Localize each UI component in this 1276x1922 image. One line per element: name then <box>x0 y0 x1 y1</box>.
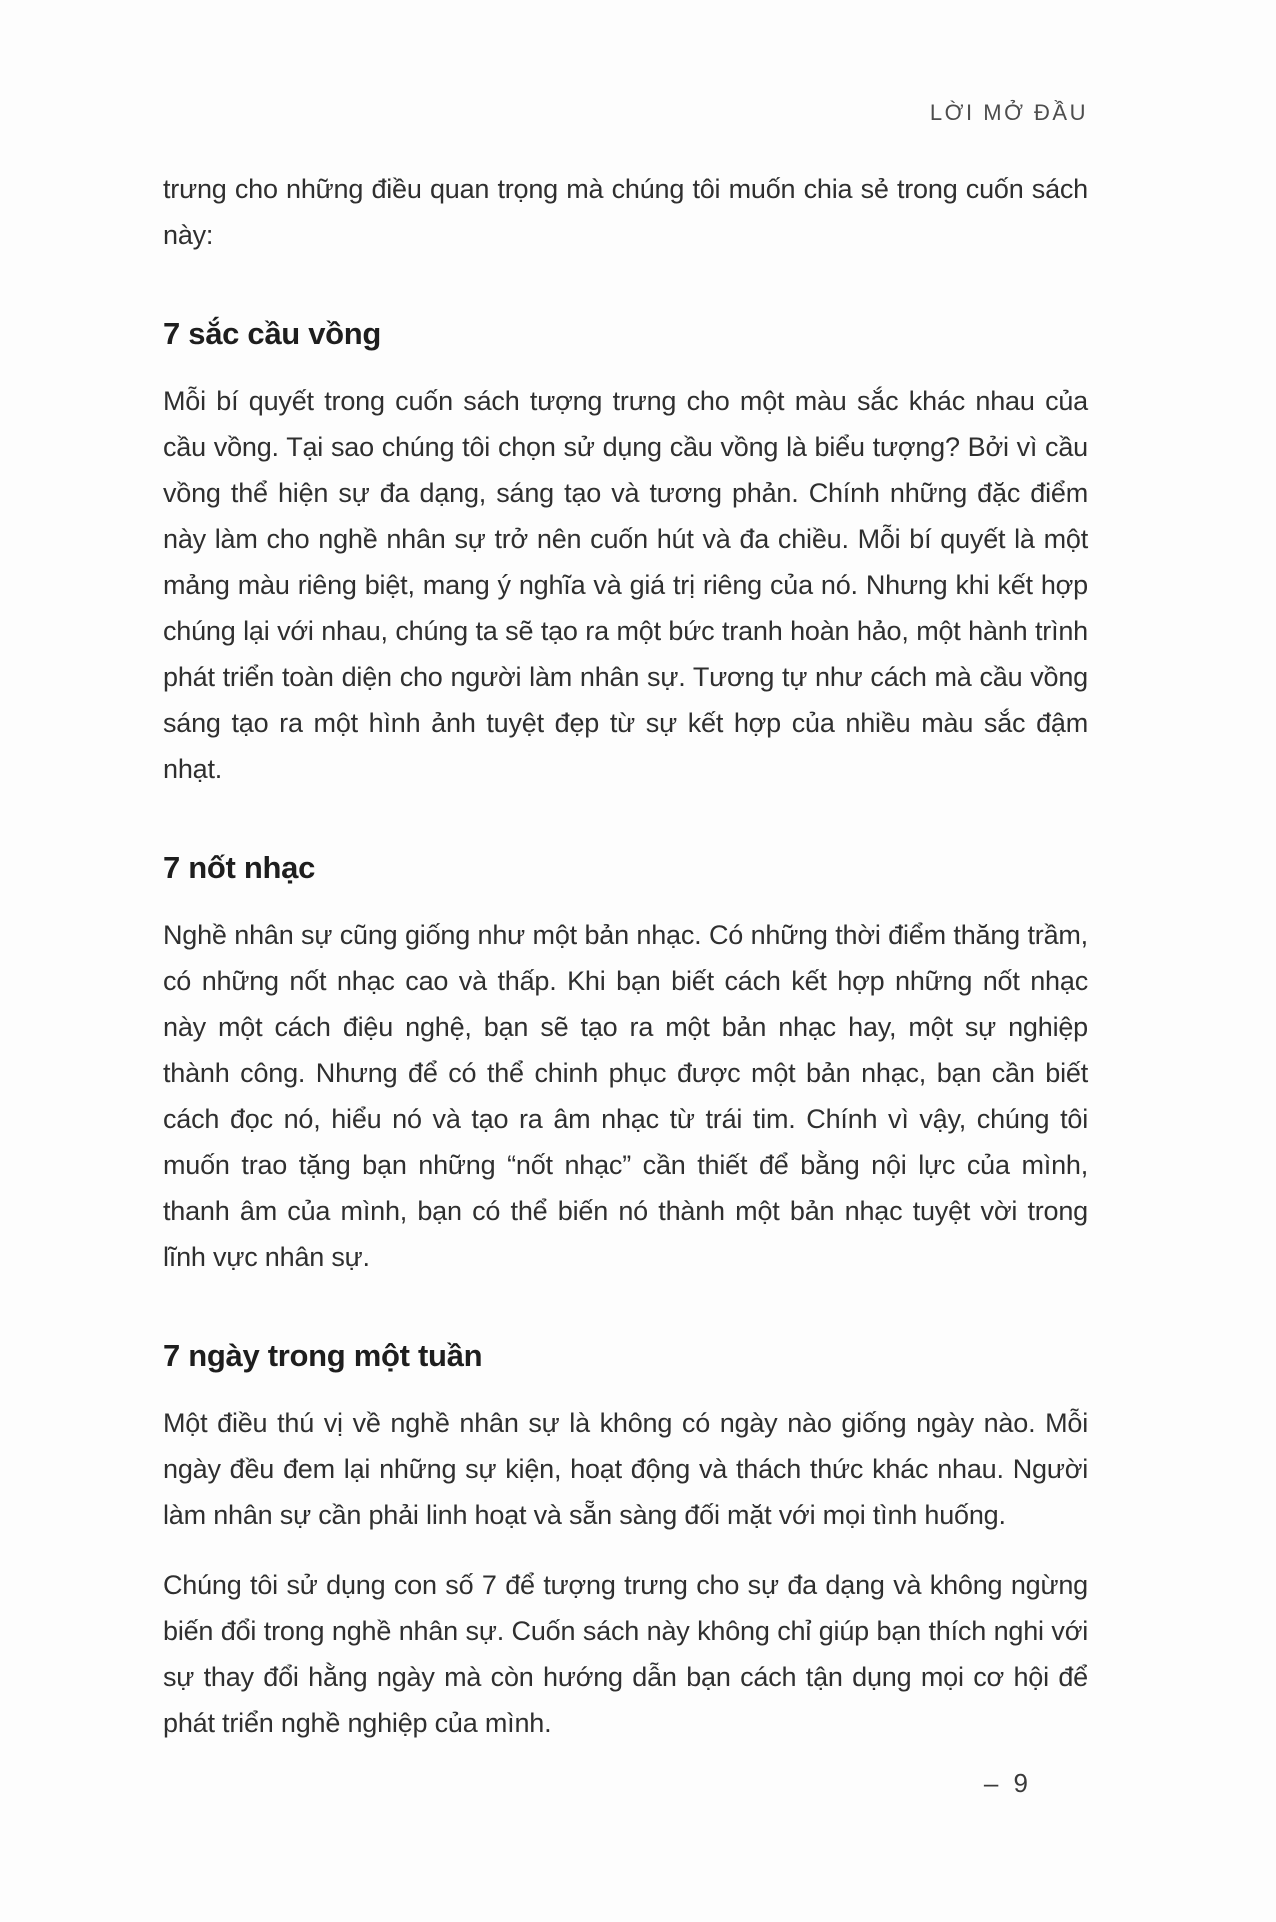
section-paragraph-rainbow: Mỗi bí quyết trong cuốn sách tượng trưng cho một màu sắc khác nhau của cầu vồng. Tại sao chúng tôi chọn sử dụng cầu vồng là biểu tượng? Bởi vì cầu vồng thể hiện sự đa dạng, sáng tạo và tương phản. Chính những đặc điểm này làm cho nghề nhân sự trở nên cuốn hút và đa chiều. Mỗi bí quyết là một mảng màu riêng biệt, mang ý nghĩa và giá trị riêng của nó. Nhưng khi kết hợp chúng lại với nhau, chúng ta sẽ tạo ra một bức tranh hoàn hảo, một hành trình phát triển toàn diện cho người làm nhân sự. Tương tự như cách mà cầu vồng sáng tạo ra một hình ảnh tuyệt đẹp từ sự kết hợp của nhiều màu sắc đậm nhạt. <box>163 386 1088 784</box>
section-paragraph-number-seven: Chúng tôi sử dụng con số 7 để tượng trưng cho sự đa dạng và không ngừng biến đổi trong nghề nhân sự. Cuốn sách này không chỉ giúp bạn thích nghi với sự thay đổi hằng ngày mà còn hướng dẫn bạn cách tận dụng mọi cơ hội để phát triển nghề nghiệp của mình. <box>163 1570 1088 1738</box>
running-header: LỜI MỞ ĐẦU <box>929 100 1088 125</box>
page-number: – 9 <box>983 1768 1032 1798</box>
section-heading-week-days: 7 ngày trong một tuần <box>163 1338 483 1373</box>
section-heading-music-notes: 7 nốt nhạc <box>163 850 316 885</box>
section-heading-rainbow: 7 sắc cầu vồng <box>163 316 382 351</box>
section-paragraph-music-notes: Nghề nhân sự cũng giống như một bản nhạc. Có những thời điểm thăng trầm, có những nốt nhạc cao và thấp. Khi bạn biết cách kết hợp những nốt nhạc này một cách điệu nghệ, bạn sẽ tạo ra một bản nhạc hay, một sự nghiệp thành công. Nhưng để có thể chinh phục được một bản nhạc, bạn cần biết cách đọc nó, hiểu nó và tạo ra âm nhạc từ trái tim. Chính vì vậy, chúng tôi muốn trao tặng bạn những “nốt nhạc” cần thiết để bằng nội lực của mình, thanh âm của mình, bạn có thể biến nó thành một bản nhạc tuyệt vời trong lĩnh vực nhân sự. <box>163 920 1088 1272</box>
section-paragraph-week-days: Một điều thú vị về nghề nhân sự là không có ngày nào giống ngày nào. Mỗi ngày đều đem lại những sự kiện, hoạt động và thách thức khác nhau. Người làm nhân sự cần phải linh hoạt và sẵn sàng đối mặt với mọi tình huống. <box>163 1408 1088 1530</box>
intro-paragraph: trưng cho những điều quan trọng mà chúng tôi muốn chia sẻ trong cuốn sách này: <box>163 174 1088 250</box>
